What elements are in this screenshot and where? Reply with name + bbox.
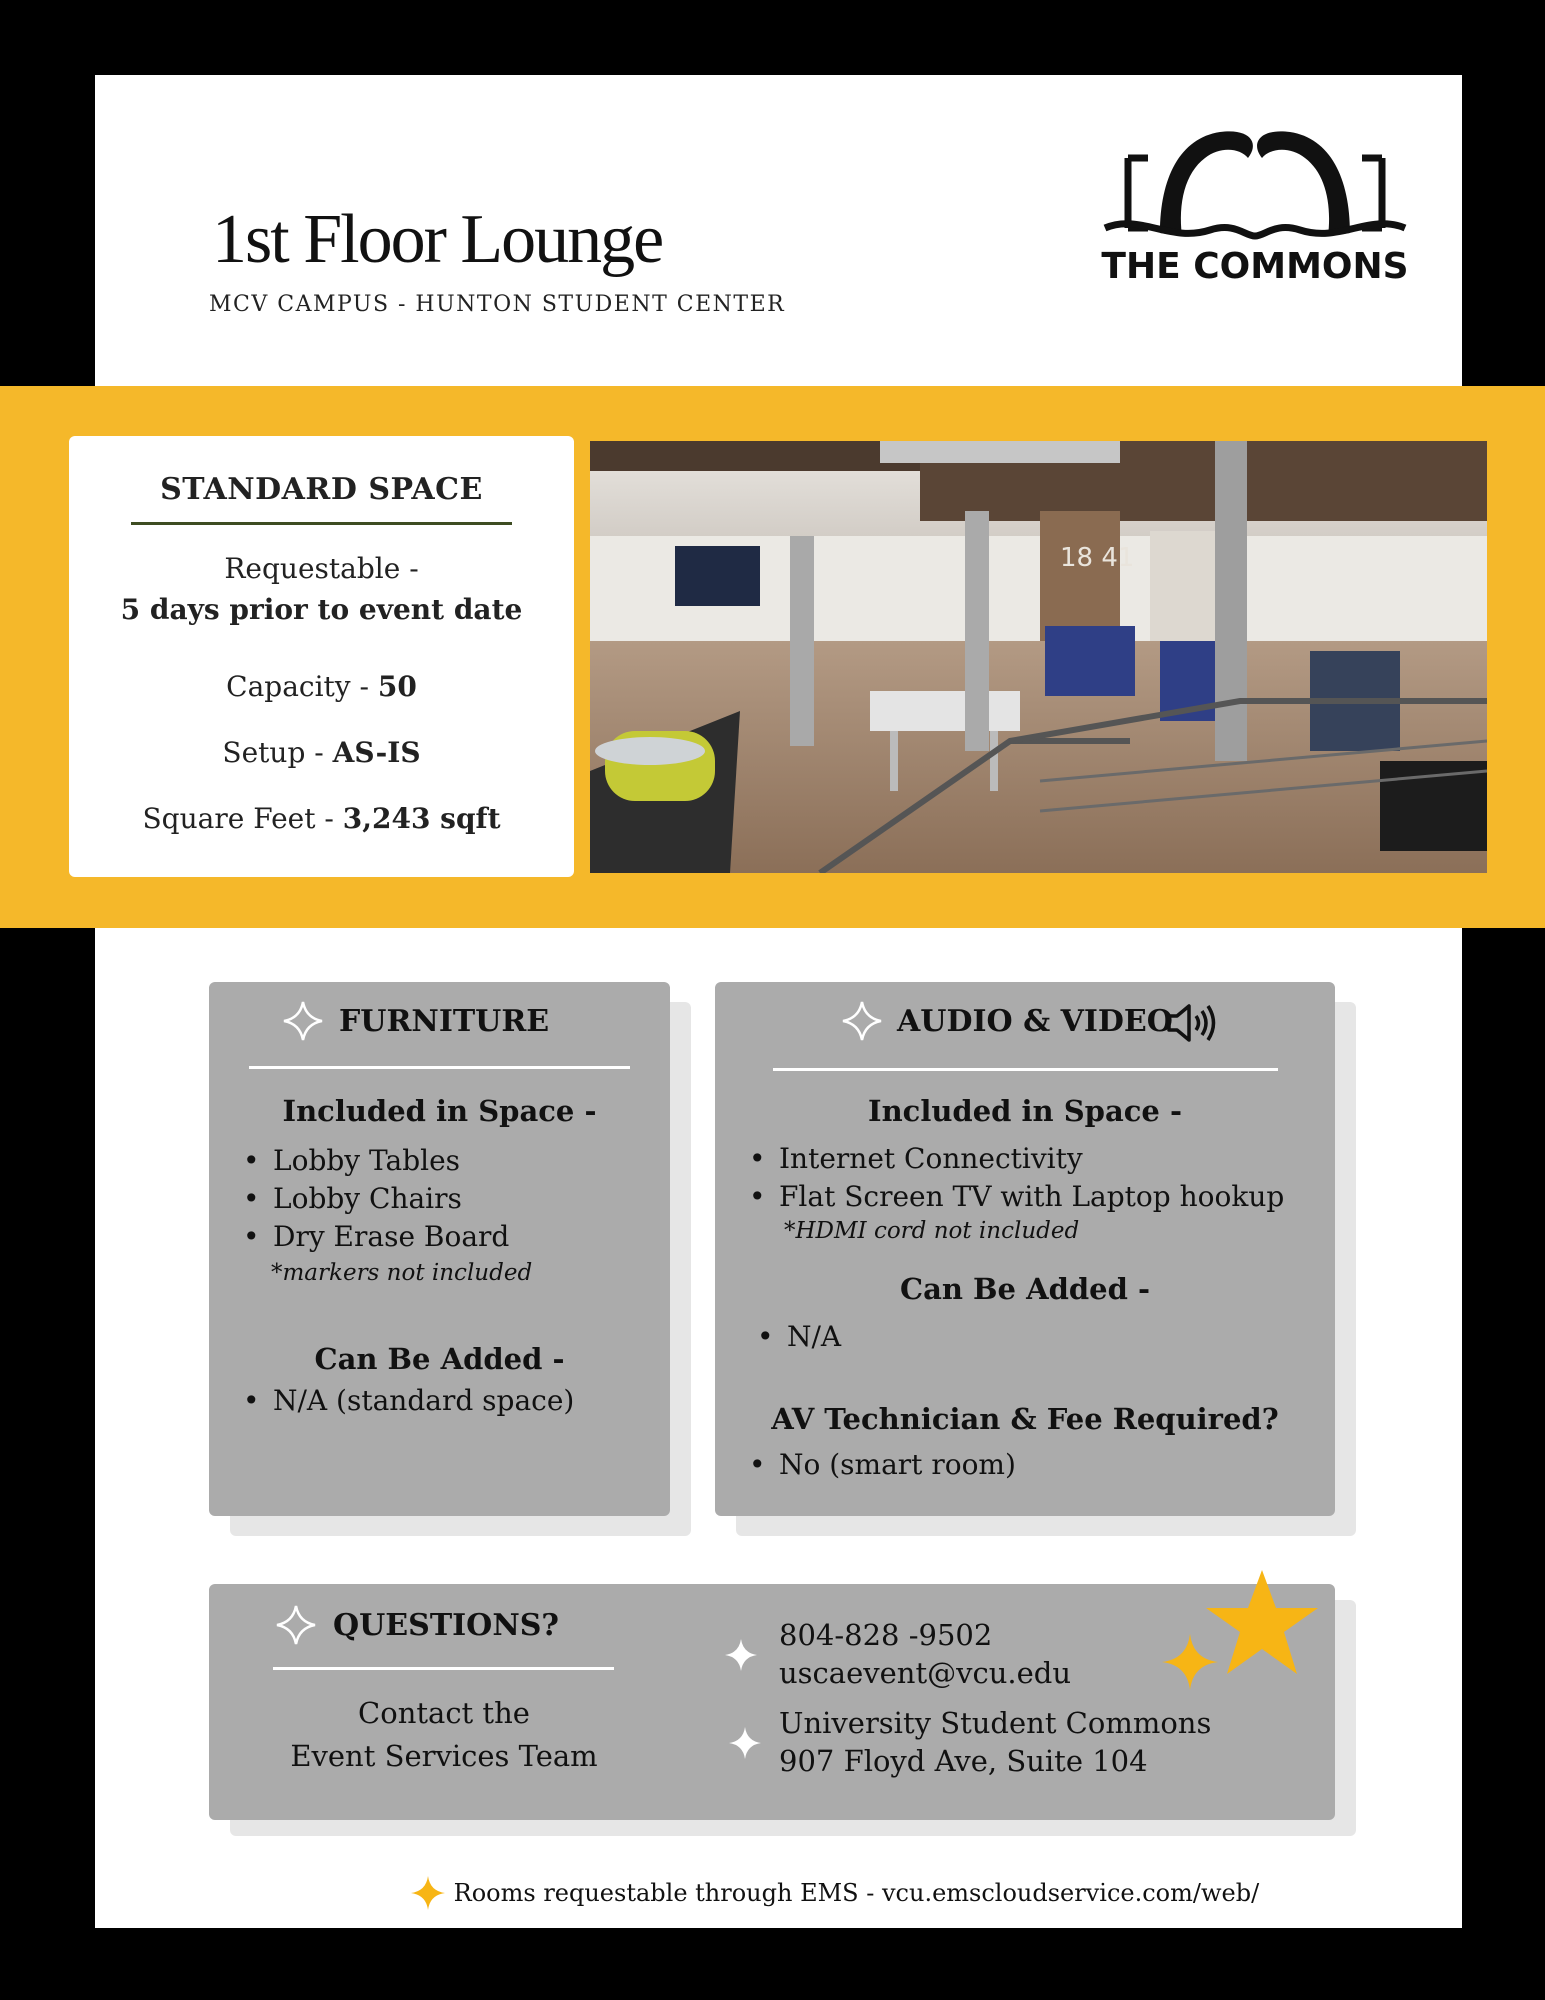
audio-video-card — [715, 982, 1335, 1516]
capacity-row — [69, 670, 574, 703]
sqft-value: 3,243 sqft — [342, 802, 501, 835]
logo-text: THE COMMONS — [1101, 246, 1409, 287]
setup-row — [69, 736, 574, 769]
sqft-label: Square Feet - — [142, 802, 334, 835]
av-added-list — [755, 1318, 841, 1356]
standard-space-heading: STANDARD SPACE — [160, 472, 483, 507]
furniture-added-list — [241, 1382, 574, 1420]
address-line-1: University Student Commons — [779, 1706, 1212, 1740]
sparkle-icon — [1160, 1632, 1220, 1692]
furniture-note: *markers not included — [271, 1260, 533, 1286]
sparkle-icon — [724, 1638, 758, 1672]
av-included-list — [747, 1140, 1284, 1216]
list-item: • N/A (standard space) — [241, 1382, 574, 1420]
standard-space-card — [69, 436, 574, 877]
sparkle-icon — [841, 1000, 883, 1042]
requestable-label: Requestable - — [224, 552, 419, 585]
footer-text: Rooms requestable through EMS - vcu.emscloudservice.com/web/ — [453, 1879, 1260, 1907]
page-title: 1st Floor Lounge — [212, 201, 663, 278]
list-item: • Internet Connectivity — [747, 1140, 1284, 1178]
sparkle-icon — [410, 1875, 446, 1911]
list-item: • N/A — [755, 1318, 841, 1356]
furniture-rule — [249, 1066, 630, 1069]
heading-rule — [131, 522, 512, 525]
contact-line-1: Contact the — [358, 1696, 530, 1730]
av-note: *HDMI cord not included — [784, 1218, 1080, 1244]
list-item: • Lobby Tables — [241, 1142, 509, 1180]
contact-line-2: Event Services Team — [290, 1739, 598, 1773]
av-included-heading: Included in Space - — [868, 1094, 1182, 1128]
list-item: • Lobby Chairs — [241, 1180, 509, 1218]
furniture-added-heading: Can Be Added - — [314, 1342, 565, 1376]
phone-number[interactable]: 804-828 -9502 — [779, 1618, 993, 1652]
photo-sign-text: 18 41 — [1060, 543, 1135, 573]
av-tech-list — [747, 1446, 1016, 1484]
av-added-heading: Can Be Added - — [899, 1272, 1151, 1306]
furniture-heading: FURNITURE — [339, 1004, 550, 1039]
list-item: • Dry Erase Board — [241, 1218, 509, 1256]
questions-heading: QUESTIONS? — [333, 1608, 559, 1643]
capacity-value: 50 — [377, 670, 417, 703]
setup-value: AS-IS — [332, 736, 421, 769]
furniture-included-heading: Included in Space - — [282, 1094, 597, 1128]
furniture-included-list — [241, 1142, 509, 1256]
questions-card — [209, 1584, 1335, 1820]
the-commons-logo — [1100, 118, 1410, 293]
furniture-card — [209, 982, 670, 1516]
speaker-icon — [1165, 1000, 1217, 1046]
sqft-row — [69, 802, 574, 835]
ram-horns-icon — [1100, 118, 1410, 248]
av-tech-heading: AV Technician & Fee Required? — [771, 1402, 1279, 1436]
room-photo — [590, 441, 1487, 873]
av-rule — [773, 1068, 1278, 1071]
sparkle-icon — [275, 1604, 317, 1646]
audio-video-heading: AUDIO & VIDEO — [897, 1004, 1173, 1039]
capacity-label: Capacity - — [226, 670, 369, 703]
setup-label: Setup - — [222, 736, 324, 769]
email-link[interactable]: uscaevent@vcu.edu — [779, 1656, 1072, 1690]
address-line-2: 907 Floyd Ave, Suite 104 — [779, 1744, 1148, 1778]
list-item: • Flat Screen TV with Laptop hookup — [747, 1178, 1284, 1216]
sparkle-icon — [728, 1726, 762, 1760]
requestable-value: 5 days prior to event date — [120, 593, 523, 626]
footer — [410, 1875, 1259, 1911]
star-icon — [1205, 1568, 1320, 1678]
sparkle-icon — [282, 1000, 324, 1042]
page-subtitle: MCV CAMPUS - HUNTON STUDENT CENTER — [209, 292, 786, 317]
list-item: • No (smart room) — [747, 1446, 1016, 1484]
questions-rule — [273, 1667, 614, 1670]
